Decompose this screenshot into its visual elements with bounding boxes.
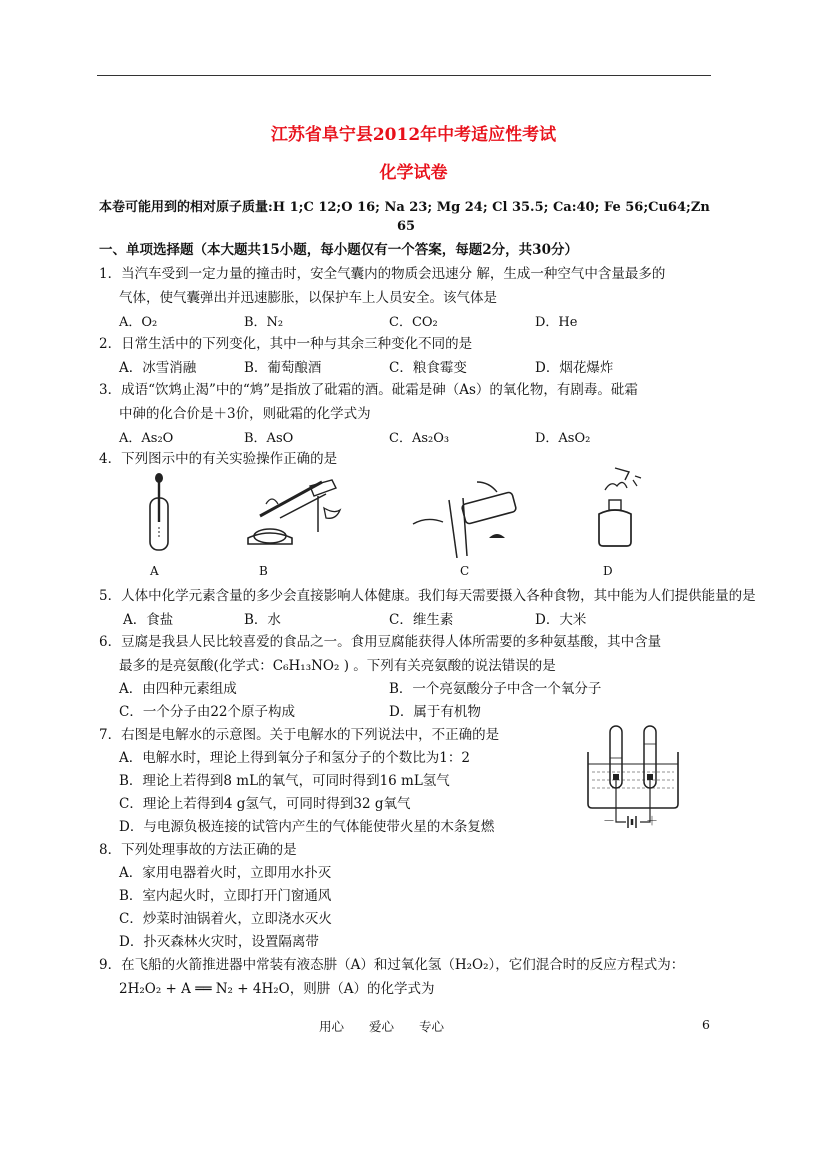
q5-option-d: D．大米 bbox=[535, 612, 587, 628]
exam-title: 江苏省阜宁县2012年中考适应性考试 bbox=[270, 125, 557, 145]
q8-option-d: D．扑灭森林火灾时，设置隔离带 bbox=[119, 934, 319, 950]
paper-subtitle: 化学试卷 bbox=[379, 163, 448, 183]
atomic-mass-line-cont: 65 bbox=[397, 219, 416, 234]
question-3-stem: 3．成语“饮鸩止渴”中的“鸩”是指放了砒霜的酒。砒霜是砷（As）的氧化物，有剧毒。砒霜 bbox=[99, 382, 638, 398]
dropper-test-tube-figure bbox=[140, 472, 180, 562]
q5-option-a: A．食盐 bbox=[123, 612, 174, 628]
figure-label-d: D bbox=[603, 564, 613, 578]
page-number: 6 bbox=[702, 1017, 710, 1032]
question-7-stem: 7．右图是电解水的示意图。关于电解水的下列说法中，不正确的是 bbox=[99, 727, 500, 743]
q6-option-a: A．由四种元素组成 bbox=[119, 681, 237, 697]
figure-label-a: A bbox=[150, 564, 159, 578]
electrode-minus-sign: － bbox=[603, 814, 616, 828]
q3-option-b: B．AsO bbox=[244, 431, 294, 446]
heating-apparatus-figure bbox=[240, 474, 350, 564]
question-4-stem: 4．下列图示中的有关实验操作正确的是 bbox=[99, 451, 338, 467]
q2-option-d: D．烟花爆炸 bbox=[535, 360, 614, 376]
figure-label-c: C bbox=[460, 564, 470, 578]
q7-option-c: C．理论上若得到4 g氢气，可同时得到32 g氧气 bbox=[119, 796, 411, 812]
q7-option-b: B．理论上若得到8 mL的氧气，可同时得到16 mL氢气 bbox=[119, 773, 450, 789]
q5-option-b: B．水 bbox=[244, 612, 281, 628]
question-1-stem: 1．当汽车受到一定力量的撞击时，安全气囊内的物质会迅速分 解，生成一种空气中含量最多的 bbox=[99, 266, 666, 282]
q1-option-d: D．He bbox=[535, 315, 578, 330]
q1-option-a: A．O₂ bbox=[119, 315, 158, 330]
q3-option-d: D．AsO₂ bbox=[535, 431, 591, 446]
alcohol-lamp-figure bbox=[585, 466, 645, 550]
footer-motto: 用心 爱心 专心 bbox=[319, 1019, 445, 1034]
section-heading: 一、单项选择题（本大题共15小题，每小题仅有一个答案，每题2分，共30分） bbox=[99, 242, 578, 258]
header-rule bbox=[97, 75, 711, 76]
q2-option-b: B．葡萄酿酒 bbox=[244, 360, 322, 376]
q5-option-c: C．维生素 bbox=[389, 612, 454, 628]
q1-option-c: C．CO₂ bbox=[389, 315, 438, 330]
question-2-stem: 2．日常生活中的下列变化，其中一种与其余三种变化不同的是 bbox=[99, 336, 473, 352]
q8-option-a: A．家用电器着火时，立即用水扑灭 bbox=[119, 865, 332, 881]
question-8-stem: 8．下列处理事故的方法正确的是 bbox=[99, 842, 297, 858]
pouring-liquid-figure bbox=[405, 478, 520, 558]
q7-option-d: D．与电源负极连接的试管内产生的气体能使带火星的木条复燃 bbox=[119, 819, 495, 835]
q6-option-c: C．一个分子由22个原子构成 bbox=[119, 704, 296, 720]
q8-option-b: B．室内起火时，立即打开门窗通风 bbox=[119, 888, 332, 904]
q7-option-a: A．电解水时，理论上得到氧分子和氢分子的个数比为1：2 bbox=[119, 750, 470, 766]
question-9-stem: 9．在飞船的火箭推进器中常装有液态肼（A）和过氧化氢（H₂O₂），它们混合时的反应方程式为： bbox=[99, 957, 685, 973]
q6-option-b: B．一个亮氨酸分子中含一个氧分子 bbox=[389, 681, 602, 697]
question-6-stem-cont: 最多的是亮氨酸(化学式：C₆H₁₃NO₂ ) 。下列有关亮氨酸的说法错误的是 bbox=[119, 658, 556, 674]
question-1-stem-cont: 气体，使气囊弹出并迅速膨胀，以保护车上人员安全。该气体是 bbox=[119, 290, 497, 306]
q6-option-d: D．属于有机物 bbox=[389, 704, 481, 720]
question-9-equation: 2H₂O₂ + A ══ N₂ + 4H₂O，则肼（A）的化学式为 bbox=[119, 981, 435, 997]
question-3-stem-cont: 中砷的化合价是＋3价，则砒霜的化学式为 bbox=[119, 406, 371, 422]
figure-label-b: B bbox=[259, 564, 268, 578]
electrode-plus-sign: ＋ bbox=[646, 814, 659, 828]
question-6-stem: 6．豆腐是我县人民比较喜爱的食品之一。食用豆腐能获得人体所需要的多种氨基酸，其中含量 bbox=[99, 634, 662, 650]
q3-option-a: A．As₂O bbox=[119, 431, 174, 446]
question-5-stem: 5．人体中化学元素含量的多少会直接影响人体健康。我们每天需要摄入各种食物，其中能为人们提供能量的是 bbox=[99, 588, 756, 604]
atomic-mass-line: 本卷可能用到的相对原子质量:H 1;C 12;O 16; Na 23; Mg 24; Cl 35.5; Ca:40; Fe 56;Cu64;Zn bbox=[99, 200, 710, 215]
electrolysis-apparatus-figure bbox=[584, 722, 682, 834]
q2-option-a: A．冰雪消融 bbox=[119, 360, 197, 376]
q2-option-c: C．粮食霉变 bbox=[389, 360, 467, 376]
q8-option-c: C．炒菜时油锅着火，立即浇水灭火 bbox=[119, 911, 332, 927]
q3-option-c: C．As₂O₃ bbox=[389, 431, 450, 446]
q1-option-b: B．N₂ bbox=[244, 315, 284, 330]
